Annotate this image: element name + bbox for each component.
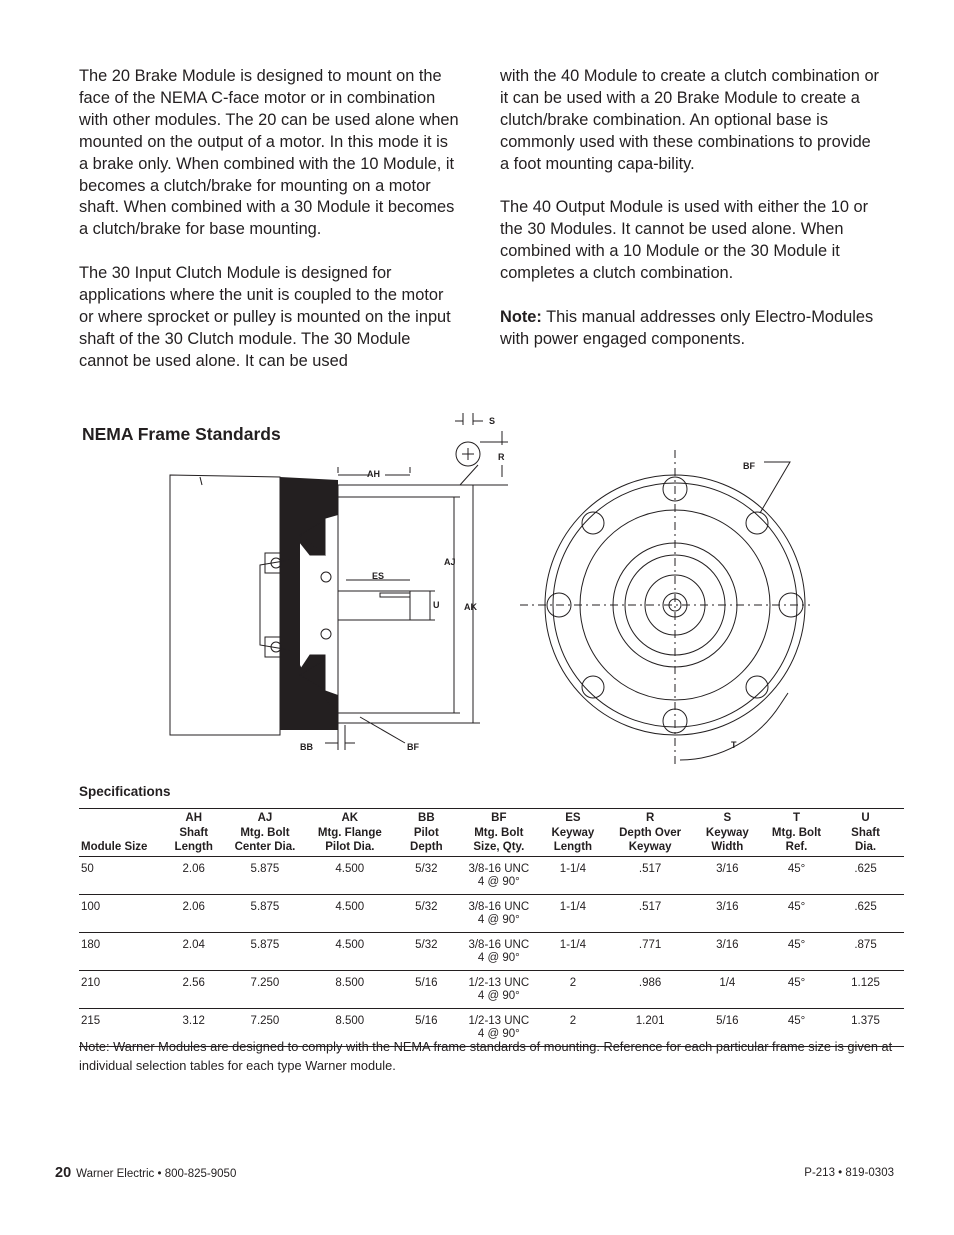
- cell-aj: 7.250: [220, 1008, 311, 1046]
- cell-ah: 3.12: [168, 1008, 220, 1046]
- note-lead: Note:: [500, 307, 542, 326]
- table-row: [79, 894, 904, 932]
- cell-u: .625: [827, 894, 904, 932]
- specifications-heading: Specifications: [79, 784, 171, 799]
- cell-ah: 2.04: [168, 932, 220, 970]
- note-text: This manual addresses only Electro-Modules with power engaged components.: [500, 307, 874, 348]
- cell-aj: 5.875: [220, 894, 311, 932]
- paragraph-40-combination: with the 40 Module to create a clutch combination or it can be used with a 20 Brake Module to create a clutch/brake combination. An optional base is commonly used with these combinations to provide a foot mounting capa-bility.: [500, 67, 880, 173]
- col-u: U Shaft Dia.: [827, 809, 904, 857]
- label-bf-front: BF: [743, 461, 755, 471]
- label-ak: AK: [464, 602, 477, 612]
- cell-u: 1.125: [827, 970, 904, 1008]
- col-ah: AH Shaft Length: [168, 809, 220, 857]
- cell-module: 210: [79, 970, 168, 1008]
- cell-es: 2: [534, 1008, 611, 1046]
- cell-aj: 7.250: [220, 970, 311, 1008]
- cell-es: 1-1/4: [534, 856, 611, 894]
- cell-u: .875: [827, 932, 904, 970]
- label-bb: BB: [300, 742, 313, 752]
- paragraph-30-input-clutch: The 30 Input Clutch Module is designed for applications where the unit is coupled to the motor or where sprocket or pulley is mounted on the input shaft of the 30 Clutch module. The 30 Module cannot be used alone. It can be used: [79, 264, 451, 370]
- cell-t: 45°: [766, 894, 827, 932]
- label-bf-side: BF: [407, 742, 419, 752]
- cell-aj: 5.875: [220, 856, 311, 894]
- cell-ak: 8.500: [310, 1008, 389, 1046]
- cell-r: .517: [612, 894, 689, 932]
- cell-bf: 1/2-13 UNC 4 @ 90°: [463, 1008, 534, 1046]
- label-t: T: [731, 740, 737, 750]
- nema-footnote: Note: Warner Modules are designed to comply with the NEMA frame standards of mounting. Reference for each particular frame size is given at individual selection tables for each type Warner module.: [79, 1039, 893, 1073]
- cell-module: 215: [79, 1008, 168, 1046]
- cell-aj: 5.875: [220, 932, 311, 970]
- cell-s: 5/16: [689, 1008, 766, 1046]
- col-r: R Depth Over Keyway: [612, 809, 689, 857]
- cell-bb: 5/32: [389, 856, 463, 894]
- label-aj: AJ: [444, 557, 456, 567]
- cell-s: 3/16: [689, 932, 766, 970]
- cell-ak: 8.500: [310, 970, 389, 1008]
- cell-module: 50: [79, 856, 168, 894]
- cell-bb: 5/32: [389, 932, 463, 970]
- cell-t: 45°: [766, 970, 827, 1008]
- page-number: 20: [55, 1165, 72, 1181]
- intro-right-column: [500, 66, 880, 373]
- document-code: P-213 • 819-0303: [804, 1167, 894, 1179]
- cell-ak: 4.500: [310, 894, 389, 932]
- cell-u: .625: [827, 856, 904, 894]
- label-es: ES: [372, 571, 385, 581]
- cell-ah: 2.06: [168, 894, 220, 932]
- cell-module: 100: [79, 894, 168, 932]
- col-bb: BB Pilot Depth: [389, 809, 463, 857]
- col-t: T Mtg. Bolt Ref.: [766, 809, 827, 857]
- label-s: S: [489, 416, 496, 426]
- cell-es: 1-1/4: [534, 894, 611, 932]
- cell-bb: 5/16: [389, 1008, 463, 1046]
- col-aj: AJ Mtg. Bolt Center Dia.: [220, 809, 311, 857]
- company-contact: Warner Electric • 800-825-9050: [76, 1168, 237, 1180]
- cell-bf: 3/8-16 UNC 4 @ 90°: [463, 932, 534, 970]
- cell-bf: 3/8-16 UNC 4 @ 90°: [463, 894, 534, 932]
- cell-t: 45°: [766, 1008, 827, 1046]
- col-es: ES Keyway Length: [534, 809, 611, 857]
- section-title: NEMA Frame Standards: [82, 424, 281, 444]
- cell-u: 1.375: [827, 1008, 904, 1046]
- label-r: R: [498, 452, 505, 462]
- cell-ah: 2.56: [168, 970, 220, 1008]
- table-row: [79, 970, 904, 1008]
- table-row: [79, 932, 904, 970]
- cell-ak: 4.500: [310, 856, 389, 894]
- paragraph-20-brake-module: The 20 Brake Module is designed to mount on the face of the NEMA C-face motor or in combination with other modules. The 20 can be used alone when mounted on the output of a motor. In this mode it is a brake only. When combined with the 10 Module, it becomes a clutch/brake for mounting on a motor shaft. When combined with a 30 Module it becomes a clutch/brake for base mounting.: [79, 67, 459, 239]
- cell-r: .517: [612, 856, 689, 894]
- cell-ah: 2.06: [168, 856, 220, 894]
- cell-s: 3/16: [689, 856, 766, 894]
- table-header-row: [79, 809, 904, 857]
- col-module-size: Module Size: [79, 809, 168, 857]
- side-view-drawing: [170, 413, 508, 750]
- label-u: U: [433, 600, 440, 610]
- cell-s: 1/4: [689, 970, 766, 1008]
- cell-module: 180: [79, 932, 168, 970]
- manual-note: [500, 307, 880, 351]
- cell-r: .771: [612, 932, 689, 970]
- paragraph-40-output-module: The 40 Output Module is used with either the 10 or the 30 Modules. It cannot be used alone. When combined with a 10 Module or the 30 Module it completes a clutch combination.: [500, 198, 869, 283]
- cell-s: 3/16: [689, 894, 766, 932]
- front-view-drawing: [520, 450, 810, 765]
- cell-bf: 3/8-16 UNC 4 @ 90°: [463, 856, 534, 894]
- cell-t: 45°: [766, 856, 827, 894]
- specifications-table: [79, 808, 904, 1047]
- cell-bf: 1/2-13 UNC 4 @ 90°: [463, 970, 534, 1008]
- table-row: [79, 856, 904, 894]
- cell-r: .986: [612, 970, 689, 1008]
- col-ak: AK Mtg. Flange Pilot Dia.: [310, 809, 389, 857]
- cell-ak: 4.500: [310, 932, 389, 970]
- label-ah: AH: [367, 469, 380, 479]
- cell-t: 45°: [766, 932, 827, 970]
- intro-left-column: [79, 66, 459, 395]
- cell-es: 2: [534, 970, 611, 1008]
- nema-frame-diagram: [160, 405, 810, 780]
- cell-es: 1-1/4: [534, 932, 611, 970]
- col-bf: BF Mtg. Bolt Size, Qty.: [463, 809, 534, 857]
- cell-r: 1.201: [612, 1008, 689, 1046]
- col-s: S Keyway Width: [689, 809, 766, 857]
- cell-bb: 5/32: [389, 894, 463, 932]
- cell-bb: 5/16: [389, 970, 463, 1008]
- page-footer: [55, 1165, 236, 1181]
